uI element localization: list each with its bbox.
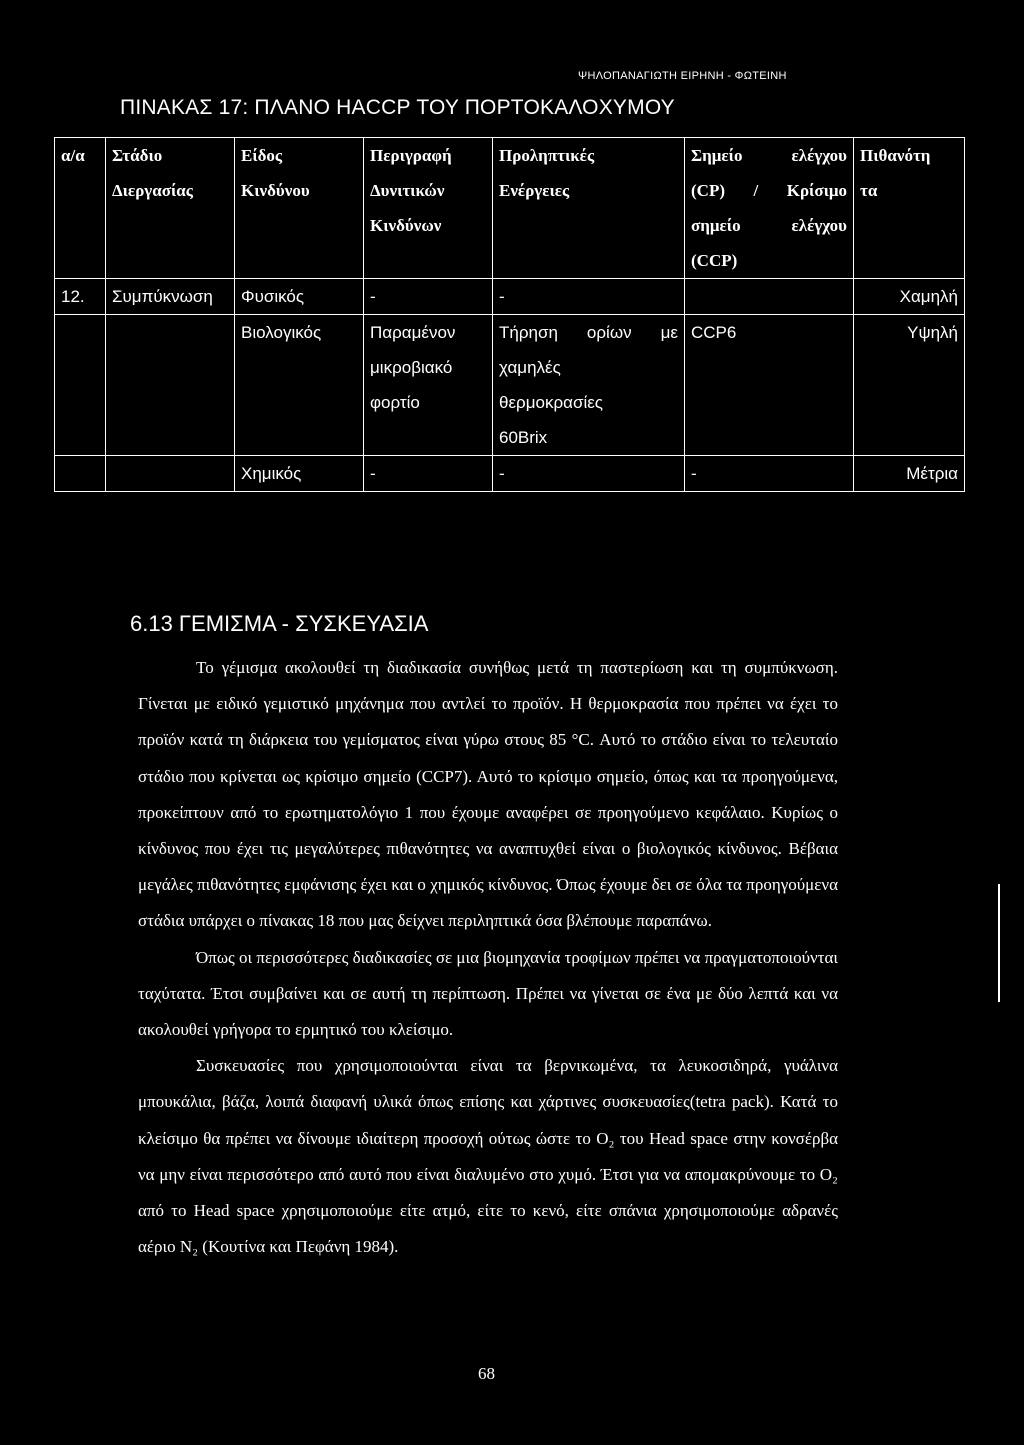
cell-preventive-line: χαμηλές xyxy=(499,358,561,377)
paragraph: Συσκευασίες που χρησιμοποιούνται είναι τα βερνικωμένα, τα λευκοσιδηρά, γυάλινα μπουκάλια, βάζα, λοιπά διαφανή υλικά όπως επίσης και χάρτινες συσκευασίες(tetra pack). Κατά το κλείσιμο θα πρέπει να δίνουμε ιδιαίτερη προσοχή ούτως ώστε το O₂ του Head space στην κονσέρβα να μην είναι περισσότερο από αυτό που είναι διαλυμένο στο χυμό. Έτσι για να απομακρύνουμε το O₂ από το Head space χρησιμοποιούμε είτε ατμό, είτε το κενό, είτε σπάνια χρησιμοποιούμε αδρανές αέριο N₂ (Κουτίνα και Πεφάνη 1984). xyxy=(138,1056,838,1257)
table-header-row xyxy=(55,138,965,279)
cell-description-line: Παραμένον xyxy=(370,323,456,342)
header-control-point-line: Σημείο ελέγχου xyxy=(691,146,847,165)
table-row xyxy=(55,279,965,315)
header-hazard-type-line: Κινδύνου xyxy=(241,181,310,200)
cell-stage xyxy=(106,456,235,492)
cell-aa: 12. xyxy=(55,279,106,315)
cell-hazard-type: Φυσικός xyxy=(235,279,364,315)
cell-hazard-type: Χημικός xyxy=(235,456,364,492)
header-description-line: Δυνιτικών xyxy=(370,181,445,200)
cell-preventive-line: θερμοκρασίες xyxy=(499,393,603,412)
cell-control-point: CCP6 xyxy=(685,315,854,456)
header-stage-line: Στάδιο xyxy=(112,146,163,165)
header-preventive-actions xyxy=(493,138,685,279)
paragraph: Όπως οι περισσότερες διαδικασίες σε μια βιομηχανία τροφίμων πρέπει να πραγματοποιούνται ταχύτατα. Έτσι συμβαίνει και σε αυτή τη περίπτωση. Πρέπει να γίνεται σε ένα με δύο λεπτά και να ακολουθεί γρήγορα το ερμητικό του κλείσιμο. xyxy=(138,947,838,1040)
cell-stage: Συμπύκνωση xyxy=(106,279,235,315)
cell-hazard-description: - xyxy=(364,456,493,492)
cell-description-line: μικροβιακό xyxy=(370,358,453,377)
header-aa-text: α/α xyxy=(61,146,85,165)
header-hazard-description xyxy=(364,138,493,279)
header-control-point xyxy=(685,138,854,279)
cell-preventive-line: 60Brix xyxy=(499,428,548,447)
header-aa xyxy=(55,138,106,279)
cell-probability: Μέτρια xyxy=(854,456,965,492)
cell-description-line: φορτίο xyxy=(370,393,420,412)
cell-aa xyxy=(55,456,106,492)
cell-hazard-type: Βιολογικός xyxy=(235,315,364,456)
header-hazard-type-line: Είδος xyxy=(241,146,283,165)
section-body xyxy=(138,650,838,1265)
header-probability xyxy=(854,138,965,279)
header-description-line: Κινδύνων xyxy=(370,216,442,235)
cell-probability: Υψηλή xyxy=(854,315,965,456)
cell-preventive-actions: - xyxy=(493,456,685,492)
author-watermark: ΨΗΛΟΠΑΝΑΓΙΩΤΗ ΕΙΡΗΝΗ - ΦΩΤΕΙΝΗ xyxy=(578,70,787,82)
cell-stage xyxy=(106,315,235,456)
cell-hazard-description: - xyxy=(364,279,493,315)
table-row xyxy=(55,315,965,456)
cell-hazard-description xyxy=(364,315,493,456)
page-number: 68 xyxy=(478,1364,495,1383)
header-preventive-line: Προληπτικές xyxy=(499,146,595,165)
section-title: 6.13 ΓΕΜΙΣΜΑ - ΣΥΣΚΕΥΑΣΙΑ xyxy=(130,611,429,636)
header-control-point-line: (CCP) xyxy=(691,251,738,270)
header-hazard-type xyxy=(235,138,364,279)
header-control-point-line: σημείο ελέγχου xyxy=(691,216,847,235)
paragraph: Το γέμισμα ακολουθεί τη διαδικασία συνήθως μετά τη παστερίωση και τη συμπύκνωση. Γίνεται με ειδικό γεμιστικό μηχάνημα που αντλεί το προϊόν. Η θερμοκρασία που πρέπει να έχει το προϊόν κατά τη διάρκεια του γεμίσματος είναι γύρω στους 85 °C. Αυτό το στάδιο είναι το τελευταίο στάδιο που κρίνεται ως κρίσιμο σημείο (CCP7). Αυτό το κρίσιμο σημείο, όπως και τα προηγούμενα, προκείπτουν από το ερωτηματολόγιο 1 που έχουμε αναφέρει σε προηγούμενο κεφάλαιο. Κυρίως ο κίνδυνος που έχει τις μεγαλύτερες πιθανότητες να αναπτυχθεί είναι ο βιολογικός κίνδυνος. Βέβαια μεγάλες πιθανότητες εμφάνισης έχει και ο χημικός κίνδυνος. Όπως έχουμε δει σε όλα τα προηγούμενα στάδια υπάρχει ο πίνακας 18 που μας δείχνει περιληπτικά όσα βλέπουμε παραπάνω. xyxy=(138,658,838,931)
cell-control-point: - xyxy=(685,456,854,492)
header-probability-line: Πιθανότη xyxy=(860,146,931,165)
cell-preventive-line: Τήρηση ορίων με xyxy=(499,323,678,342)
header-description-line: Περιγραφή xyxy=(370,146,452,165)
haccp-table xyxy=(54,137,965,492)
cell-aa xyxy=(55,315,106,456)
header-control-point-line: (CP) / Κρίσιμο xyxy=(691,181,847,200)
margin-mark xyxy=(998,884,1000,1002)
header-stage xyxy=(106,138,235,279)
table-title: ΠΙΝΑΚΑΣ 17: ΠΛΑΝΟ HACCP ΤΟΥ ΠΟΡΤΟΚΑΛΟΧΥΜΟΥ xyxy=(120,96,675,119)
header-preventive-line: Ενέργειες xyxy=(499,181,570,200)
cell-probability: Χαμηλή xyxy=(854,279,965,315)
cell-control-point xyxy=(685,279,854,315)
header-probability-line: τα xyxy=(860,181,878,200)
header-stage-line: Διεργασίας xyxy=(112,181,193,200)
table-row xyxy=(55,456,965,492)
cell-preventive-actions: - xyxy=(493,279,685,315)
cell-preventive-actions xyxy=(493,315,685,456)
